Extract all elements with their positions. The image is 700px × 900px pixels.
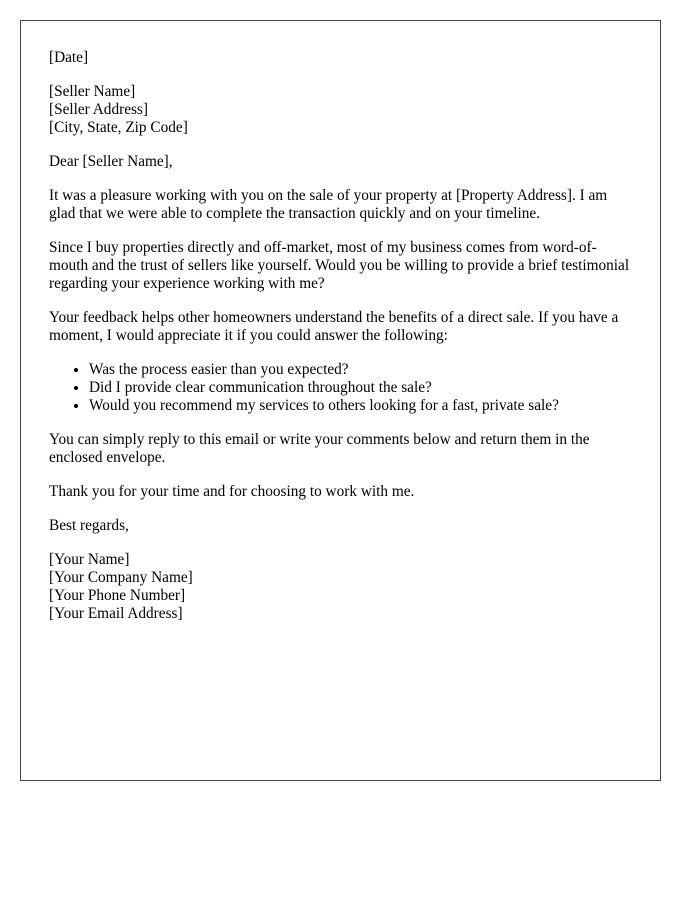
body-paragraph: Since I buy properties directly and off-market, most of my business comes from word-of-mouth and the trust of sellers like yourself. Would you be willing to provide a brief testimonial regarding your experience working with me? <box>49 239 630 292</box>
closing-paragraph: Thank you for your time and for choosing to work with me. <box>49 483 415 500</box>
recipient-name: [Seller Name] <box>49 83 136 100</box>
sender-phone: [Your Phone Number] <box>49 587 186 604</box>
letter-date: [Date] <box>49 49 89 66</box>
recipient-city-state-zip: [City, State, Zip Code] <box>49 119 188 136</box>
salutation: Dear [Seller Name], <box>49 153 173 170</box>
question-list <box>49 361 632 415</box>
body-paragraph: Your feedback helps other homeowners understand the benefits of a direct sale. If you have a moment, I would appreciate it if you could answer the following: <box>49 309 619 344</box>
sender-name: [Your Name] <box>49 551 130 568</box>
sign-off: Best regards, <box>49 517 129 534</box>
question-item: • Did I provide clear communication throughout the sale? <box>89 379 632 397</box>
body-paragraph: It was a pleasure working with you on the sale of your property at [Property Address]. I am glad that we were able to complete the transaction quickly and on your timeline. <box>49 187 608 222</box>
sender-email: [Your Email Address] <box>49 605 183 622</box>
recipient-address: [Seller Address] <box>49 101 148 118</box>
question-item: • Was the process easier than you expected? <box>89 361 632 379</box>
recipient-address-block <box>49 83 632 137</box>
letter-page <box>20 20 661 781</box>
closing-paragraph: You can simply reply to this email or write your comments below and return them in the enclosed envelope. <box>49 431 590 466</box>
sender-signature-block <box>49 551 632 623</box>
question-item: • Would you recommend my services to others looking for a fast, private sale? <box>89 397 632 415</box>
sender-company: [Your Company Name] <box>49 569 193 586</box>
